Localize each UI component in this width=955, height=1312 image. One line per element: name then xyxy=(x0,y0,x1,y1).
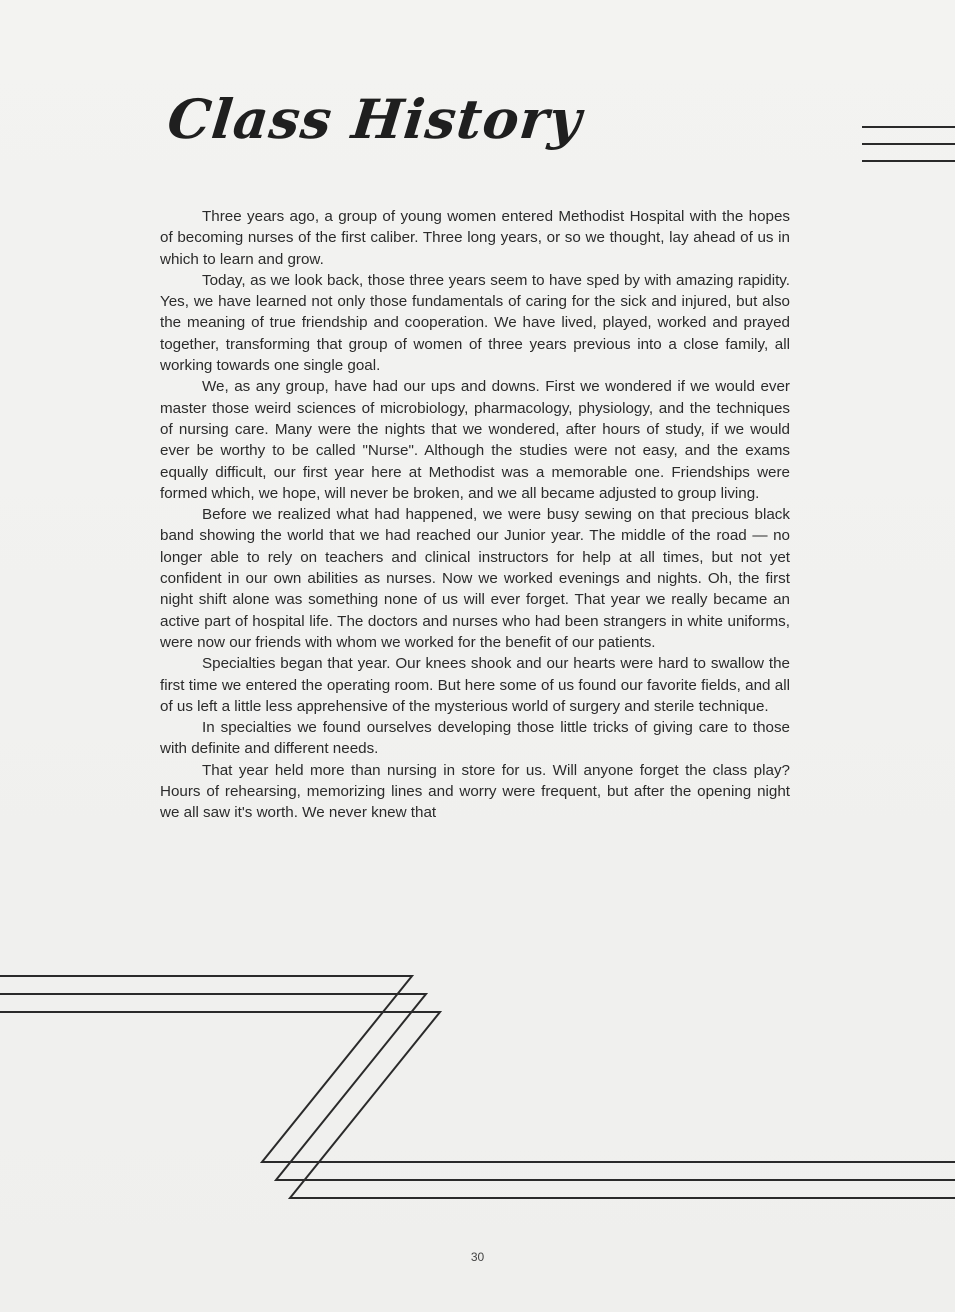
paragraph: Today, as we look back, those three years seem to have sped by with amazing rapidity. Yes, we have learned not only those fundamentals of caring for the sick and injured, but also the meaning of true friendship and cooperation. We have lived, played, worked and prayed together, transforming that group of women of three years previous into a close family, all working towards one single goal. xyxy=(160,271,790,375)
page-number: 30 xyxy=(470,1250,485,1264)
zigzag-line xyxy=(0,976,955,1162)
decorative-zigzag-lines xyxy=(0,960,955,1210)
paragraph: That year held more than nursing in store for us. Will anyone forget the class play? Hours of rehearsing, memorizing lines and worry were frequent, but after the opening night we all saw it's worth. We never knew that xyxy=(160,761,790,822)
paragraph: Before we realized what had happened, we were busy sewing on that precious black band showing the world that we had reached our Junior year. The middle of the road — no longer able to rely on teachers and clinical instructors for help at all times, but not yet confident in our own abilities as nurses. Now we worked evenings and nights. Oh, the first night shift alone was something none of us will ever forget. That year we really became an active part of hospital life. The doctors and nurses who had been strangers in white uniforms, were now our friends with whom we worked for the benefit of our patients. xyxy=(160,506,790,651)
paragraph: We, as any group, have had our ups and downs. First we wondered if we would ever master those weird sciences of microbiology, pharmacology, physiology, and the techniques of nursing care. Many were the nights that we wondered, after hours of study, if we would ever be worthy to be called "Nurse". Although the studies were not easy, and the exams equally difficult, our first year here at Methodist was a memorable one. Friendships were formed which, we hope, will never be broken, and we all became adjusted to group living. xyxy=(160,378,790,502)
paragraph: Three years ago, a group of young women entered Methodist Hospital with the hopes of becoming nurses of the first caliber. Three long years, or so we thought, lay ahead of us in which to learn and grow. xyxy=(160,208,790,268)
right-triple-rule xyxy=(862,126,955,166)
zigzag-line xyxy=(0,1012,955,1198)
paragraph: In specialties we found ourselves developing those little tricks of giving care to those with definite and different needs. xyxy=(160,719,790,758)
zigzag-line xyxy=(0,994,955,1180)
class-history-text xyxy=(160,206,790,824)
page-title: Class History xyxy=(164,87,586,151)
paragraph: Specialties began that year. Our knees shook and our hearts were hard to swallow the first time we entered the operating room. But here some of us found our favorite fields, and all of us left a little less apprehensive of the mysterious world of surgery and sterile technique. xyxy=(160,655,790,715)
